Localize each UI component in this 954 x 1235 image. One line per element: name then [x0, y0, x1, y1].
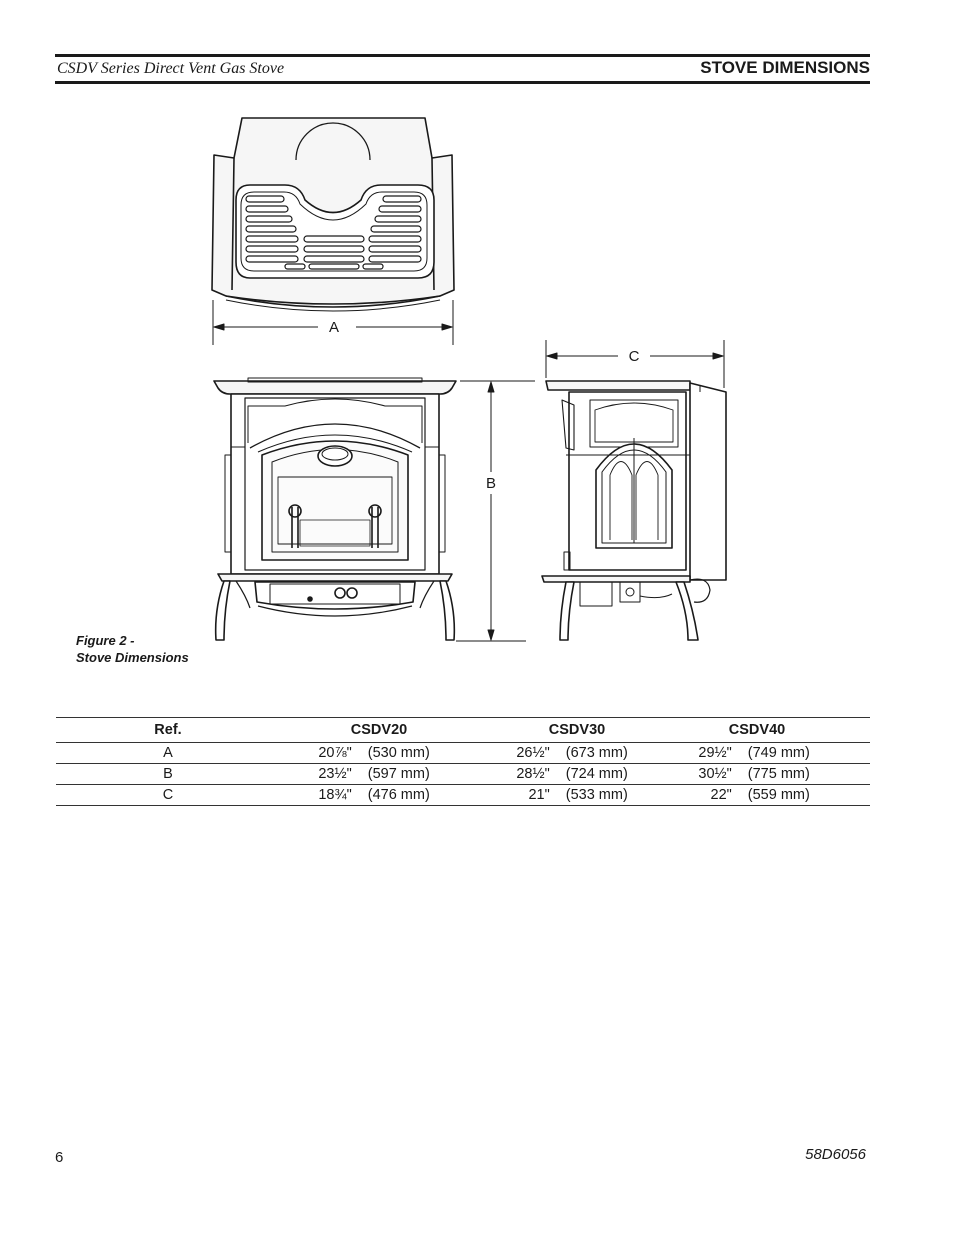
cell-csdv20-mm: (476 mm) — [368, 785, 478, 806]
document-code: 58D6056 — [805, 1146, 866, 1163]
cell-csdv20-in: 18¾" — [280, 785, 368, 806]
cell-csdv20-in: 23½" — [280, 764, 368, 785]
cell-csdv30-in: 28½" — [478, 764, 566, 785]
cell-csdv40-mm: (559 mm) — [748, 785, 838, 806]
table-header-row — [56, 718, 870, 743]
dimensions-table — [56, 717, 870, 806]
dimension-label-c: C — [628, 348, 640, 365]
cell-csdv40-in: 29½" — [676, 743, 748, 764]
cell-csdv30-in: 26½" — [478, 743, 566, 764]
page-number: 6 — [55, 1149, 64, 1166]
figure-caption — [76, 632, 189, 666]
dimension-label-a: A — [328, 319, 340, 336]
document-title: CSDV Series Direct Vent Gas Stove — [57, 60, 285, 77]
cell-csdv30-mm: (533 mm) — [566, 785, 676, 806]
table-row — [56, 743, 870, 764]
dimension-b — [456, 381, 535, 641]
cell-csdv20-mm: (597 mm) — [368, 764, 478, 785]
cell-csdv40-in: 30½" — [676, 764, 748, 785]
header-csdv40: CSDV40 — [676, 718, 838, 743]
header-csdv30: CSDV30 — [478, 718, 676, 743]
cell-csdv40-in: 22" — [676, 785, 748, 806]
cell-spacer — [838, 785, 870, 806]
cell-spacer — [838, 764, 870, 785]
cell-csdv30-in: 21" — [478, 785, 566, 806]
stove-front-view — [214, 378, 456, 640]
cell-ref: C — [56, 785, 280, 806]
header-csdv20: CSDV20 — [280, 718, 478, 743]
cell-csdv20-mm: (530 mm) — [368, 743, 478, 764]
stove-top-view — [212, 118, 454, 311]
cell-csdv40-mm: (749 mm) — [748, 743, 838, 764]
header-ref: Ref. — [56, 718, 280, 743]
header-spacer — [838, 718, 870, 743]
cell-csdv30-mm: (673 mm) — [566, 743, 676, 764]
cell-ref: B — [56, 764, 280, 785]
table-row — [56, 764, 870, 785]
cell-csdv30-mm: (724 mm) — [566, 764, 676, 785]
figure-caption-number: Figure 2 - — [76, 633, 135, 648]
table-row — [56, 785, 870, 806]
cell-ref: A — [56, 743, 280, 764]
section-title: STOVE DIMENSIONS — [700, 58, 870, 77]
cell-spacer — [838, 743, 870, 764]
cell-csdv20-in: 20⅞" — [280, 743, 368, 764]
figure-caption-title: Stove Dimensions — [76, 650, 189, 665]
cell-csdv40-mm: (775 mm) — [748, 764, 838, 785]
dimension-label-b: B — [485, 475, 497, 492]
stove-side-view — [542, 381, 726, 640]
